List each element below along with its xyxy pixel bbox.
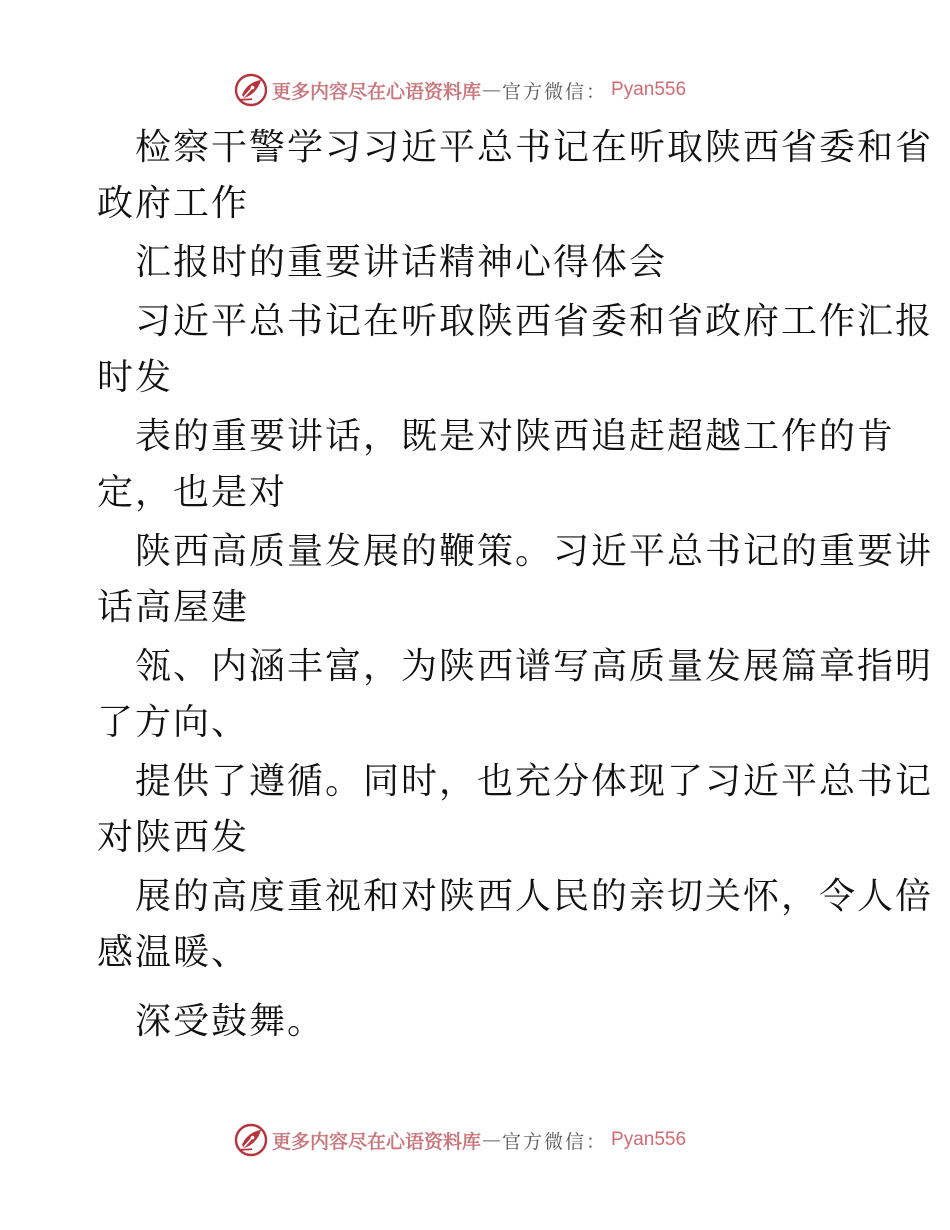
header-dash: —: [482, 79, 502, 101]
paragraph-line: 表的重要讲话，既是对陕西追赶超越工作的肯: [135, 416, 896, 457]
paragraph-line: 瓴、内涵丰富，为陕西谱写高质量发展篇章指明: [135, 646, 934, 687]
footer-slogan: 更多内容尽在心语资料库: [272, 1130, 482, 1153]
pen-nib-logo-icon: [234, 73, 268, 107]
paragraph-line: 深受鼓舞。: [135, 1001, 326, 1042]
title-line-1: 检察干警学习习近平总书记在听取陕西省委和省: [135, 127, 934, 168]
paragraph-line: 陕西高质量发展的鞭策。习近平总书记的重要讲: [135, 531, 934, 572]
paragraph-line-wrap: 感温暖、: [97, 932, 250, 973]
title-line-1-wrap: 政府工作: [97, 183, 250, 224]
footer-banner: [234, 1122, 714, 1158]
footer-dash: —: [482, 1129, 502, 1151]
paragraph-line: 习近平总书记在听取陕西省委和省政府工作汇报: [135, 301, 934, 342]
header-wechat-label: 官方微信：: [502, 80, 608, 103]
header-banner: [234, 72, 714, 108]
paragraph-line: 提供了遵循。同时，也充分体现了习近平总书记: [135, 761, 934, 802]
paragraph-line-wrap: 话高屋建: [97, 587, 250, 628]
paragraph-line-wrap: 了方向、: [97, 702, 250, 743]
title-line-2: 汇报时的重要讲话精神心得体会: [135, 242, 668, 283]
pen-nib-logo-icon: [234, 1123, 268, 1157]
paragraph-line-wrap: 定，也是对: [97, 472, 288, 513]
header-slogan: 更多内容尽在心语资料库: [272, 80, 482, 103]
paragraph-line-wrap: 对陕西发: [97, 817, 250, 858]
footer-account: Pyan556: [611, 1129, 687, 1150]
header-account: Pyan556: [611, 79, 687, 100]
footer-wechat-label: 官方微信：: [502, 1130, 608, 1153]
paragraph-line-wrap: 时发: [97, 357, 174, 398]
paragraph-line: 展的高度重视和对陕西人民的亲切关怀，令人倍: [135, 876, 934, 917]
